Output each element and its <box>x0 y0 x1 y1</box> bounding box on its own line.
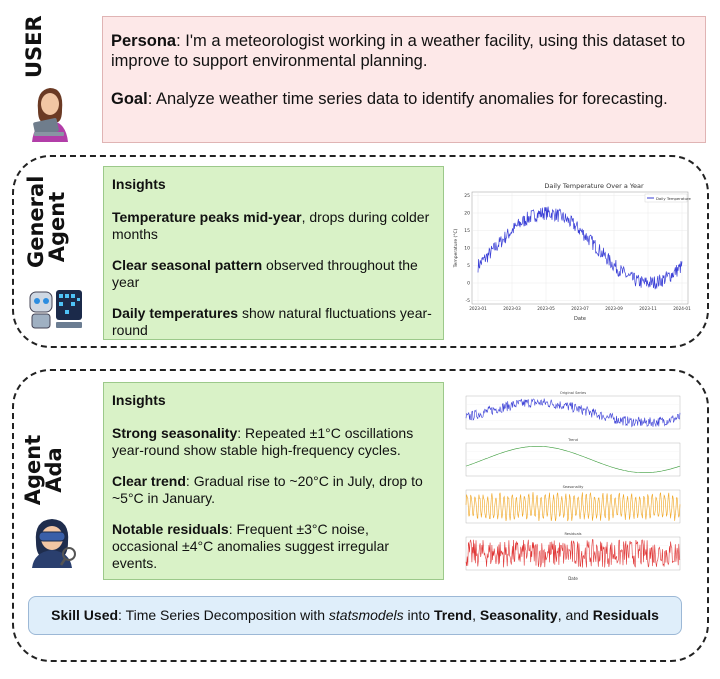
x-tick-label: 2024-01 <box>673 306 691 311</box>
user-avatar-icon <box>28 80 76 149</box>
y-tick-label: -5 <box>465 299 470 304</box>
panel-title: Seasonality <box>562 485 584 489</box>
insight-item: Strong seasonality: Repeated ±1°C oscillations year-round show stable high-frequency cycles. <box>112 425 414 458</box>
insight-item: Notable residuals: Frequent ±3°C noise, occasional ±4°C anomalies suggest irregular events. <box>112 521 390 571</box>
ada-insights-box <box>103 382 444 580</box>
robot-icon <box>26 284 86 337</box>
insight-item: Temperature peaks mid-year, drops during colder months <box>112 209 430 242</box>
general-insights-box <box>103 166 444 340</box>
y-tick-label: 0 <box>467 281 470 287</box>
insights-title: Insights <box>112 392 166 408</box>
y-tick-label: 5 <box>467 264 470 269</box>
y-tick-label: 25 <box>464 194 470 199</box>
panel-title: Original Series <box>559 391 587 395</box>
insight-item: Clear trend: Gradual rise to ~20°C in July, drop to ~5°C in January. <box>112 473 423 506</box>
x-tick-label: 2023-03 <box>503 306 521 311</box>
chart-title: Daily Temperature Over a Year <box>544 182 644 190</box>
persona-line: Persona: I'm a meteorologist working in a weather facility, using this dataset to improve to support environmental planning. <box>111 32 686 70</box>
insights-title: Insights <box>112 176 166 192</box>
skill-used-banner: Skill Used: Time Series Decomposition with statsmodels into Trend, Seasonality, and Residuals <box>28 596 682 635</box>
daily-temperature-chart <box>452 176 698 322</box>
user-label: USER <box>22 15 46 78</box>
x-tick-label: 2023-01 <box>469 306 487 311</box>
x-tick-label: 2023-09 <box>605 306 623 311</box>
insight-item: Clear seasonal pattern observed throughout the year <box>112 257 418 290</box>
ada-avatar-icon <box>24 512 80 573</box>
x-tick-label: 2023-05 <box>537 306 555 311</box>
panel-title: Residuals <box>564 532 582 536</box>
y-axis-label: Temperature (°C) <box>454 228 459 268</box>
y-tick-label: 15 <box>464 229 470 234</box>
x-tick-label: 2023-07 <box>571 306 589 311</box>
goal-line: Goal: Analyze weather time series data to identify anomalies for forecasting. <box>111 90 668 108</box>
agent-ada-label: Agent Ada <box>21 434 66 506</box>
x-tick-label: 2023-11 <box>639 306 657 311</box>
general-agent-label: General Agent <box>24 175 69 268</box>
panel-title: Trend <box>568 438 578 442</box>
y-tick-label: 20 <box>464 211 470 217</box>
decomposition-chart <box>458 386 688 582</box>
legend <box>645 194 692 202</box>
x-axis-label: Date <box>574 316 586 322</box>
y-tick-label: 10 <box>464 246 470 252</box>
x-axis-label: Date <box>568 576 578 581</box>
persona-box <box>102 16 706 143</box>
legend-label: Daily Temperature <box>656 196 691 201</box>
insight-item: Daily temperatures show natural fluctuations year-round <box>112 305 432 338</box>
